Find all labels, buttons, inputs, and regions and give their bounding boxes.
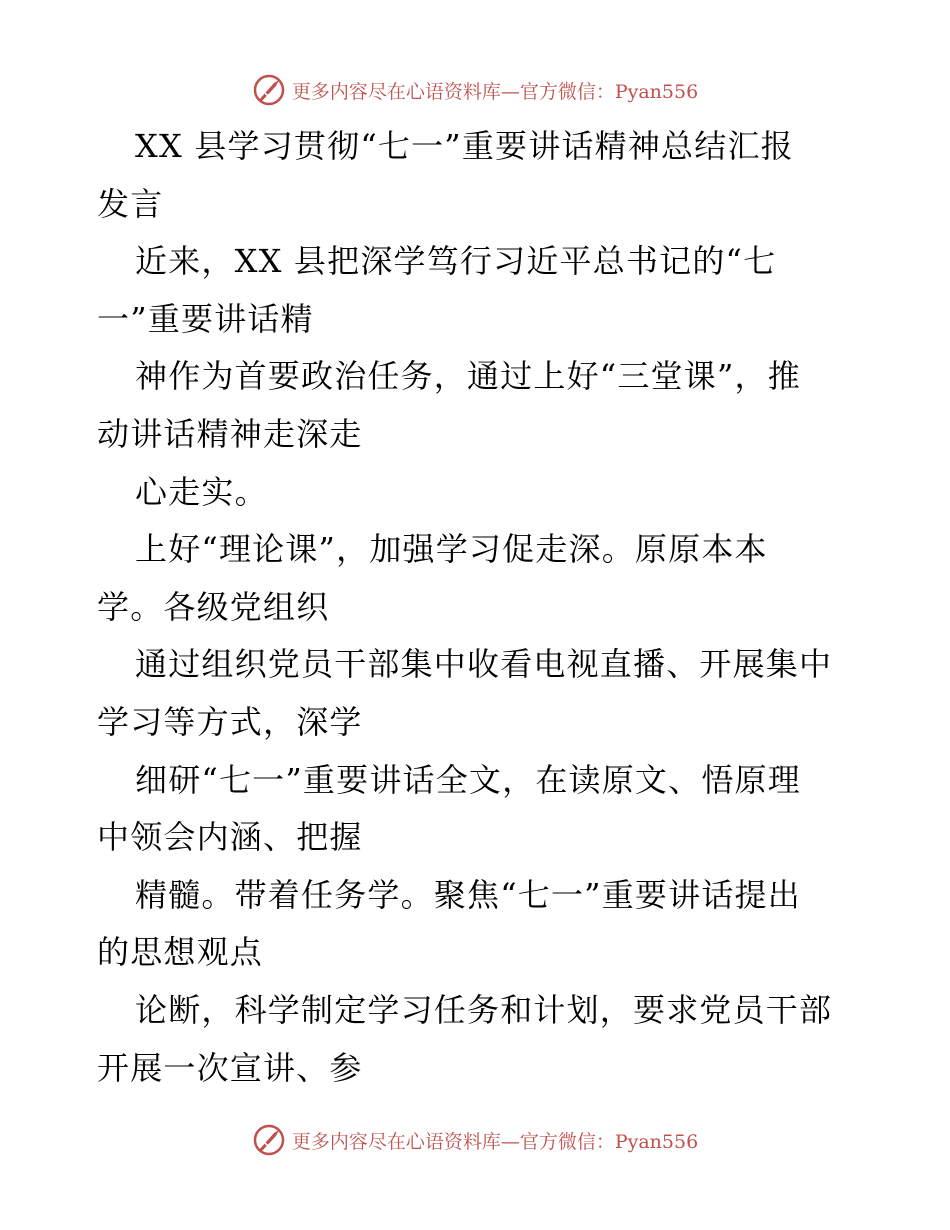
text-line: 细研“七一”重要讲话全文，在读原文、悟原理 <box>135 760 801 799</box>
watermark-header <box>0 70 950 110</box>
quill-logo-icon <box>252 73 286 107</box>
text-line: 开展一次宣讲、参 <box>97 1048 363 1087</box>
quill-logo-icon <box>252 1123 286 1157</box>
document-body <box>97 118 857 1097</box>
text-line: 动讲话精神走深走 <box>97 414 363 453</box>
watermark-footer <box>0 1120 950 1160</box>
text-line: XX 县学习贯彻“七一”重要讲话精神总结汇报 <box>135 127 794 165</box>
text-line: 精髓。带着任务学。聚焦“七一”重要讲话提出 <box>135 875 801 914</box>
text-line: 中领会内涵、把握 <box>97 818 363 857</box>
text-line: 学习等方式，深学 <box>97 702 363 741</box>
text-line: 上好“理论课”，加强学习促走深。原原本本 <box>135 530 768 569</box>
text-line: 心走实。 <box>135 472 268 511</box>
text-line: 发言 <box>97 184 164 223</box>
text-line: 学。各级党组织 <box>97 587 330 626</box>
text-line: 近来，XX 县把深学笃行习近平总书记的“七 <box>135 242 777 281</box>
text-line: 一”重要讲话精 <box>97 299 314 338</box>
text-line: 通过组织党员干部集中收看电视直播、开展集中 <box>135 645 833 684</box>
text-line: 神作为首要政治任务，通过上好“三堂课”，推 <box>135 357 801 396</box>
text-line: 论断，科学制定学习任务和计划，要求党员干部 <box>135 990 833 1029</box>
watermark-text: 更多内容尽在心语资料库—官方微信：Pyan556 <box>291 1130 699 1153</box>
watermark-text: 更多内容尽在心语资料库—官方微信：Pyan556 <box>291 80 699 103</box>
text-line: 的思想观点 <box>97 933 264 972</box>
